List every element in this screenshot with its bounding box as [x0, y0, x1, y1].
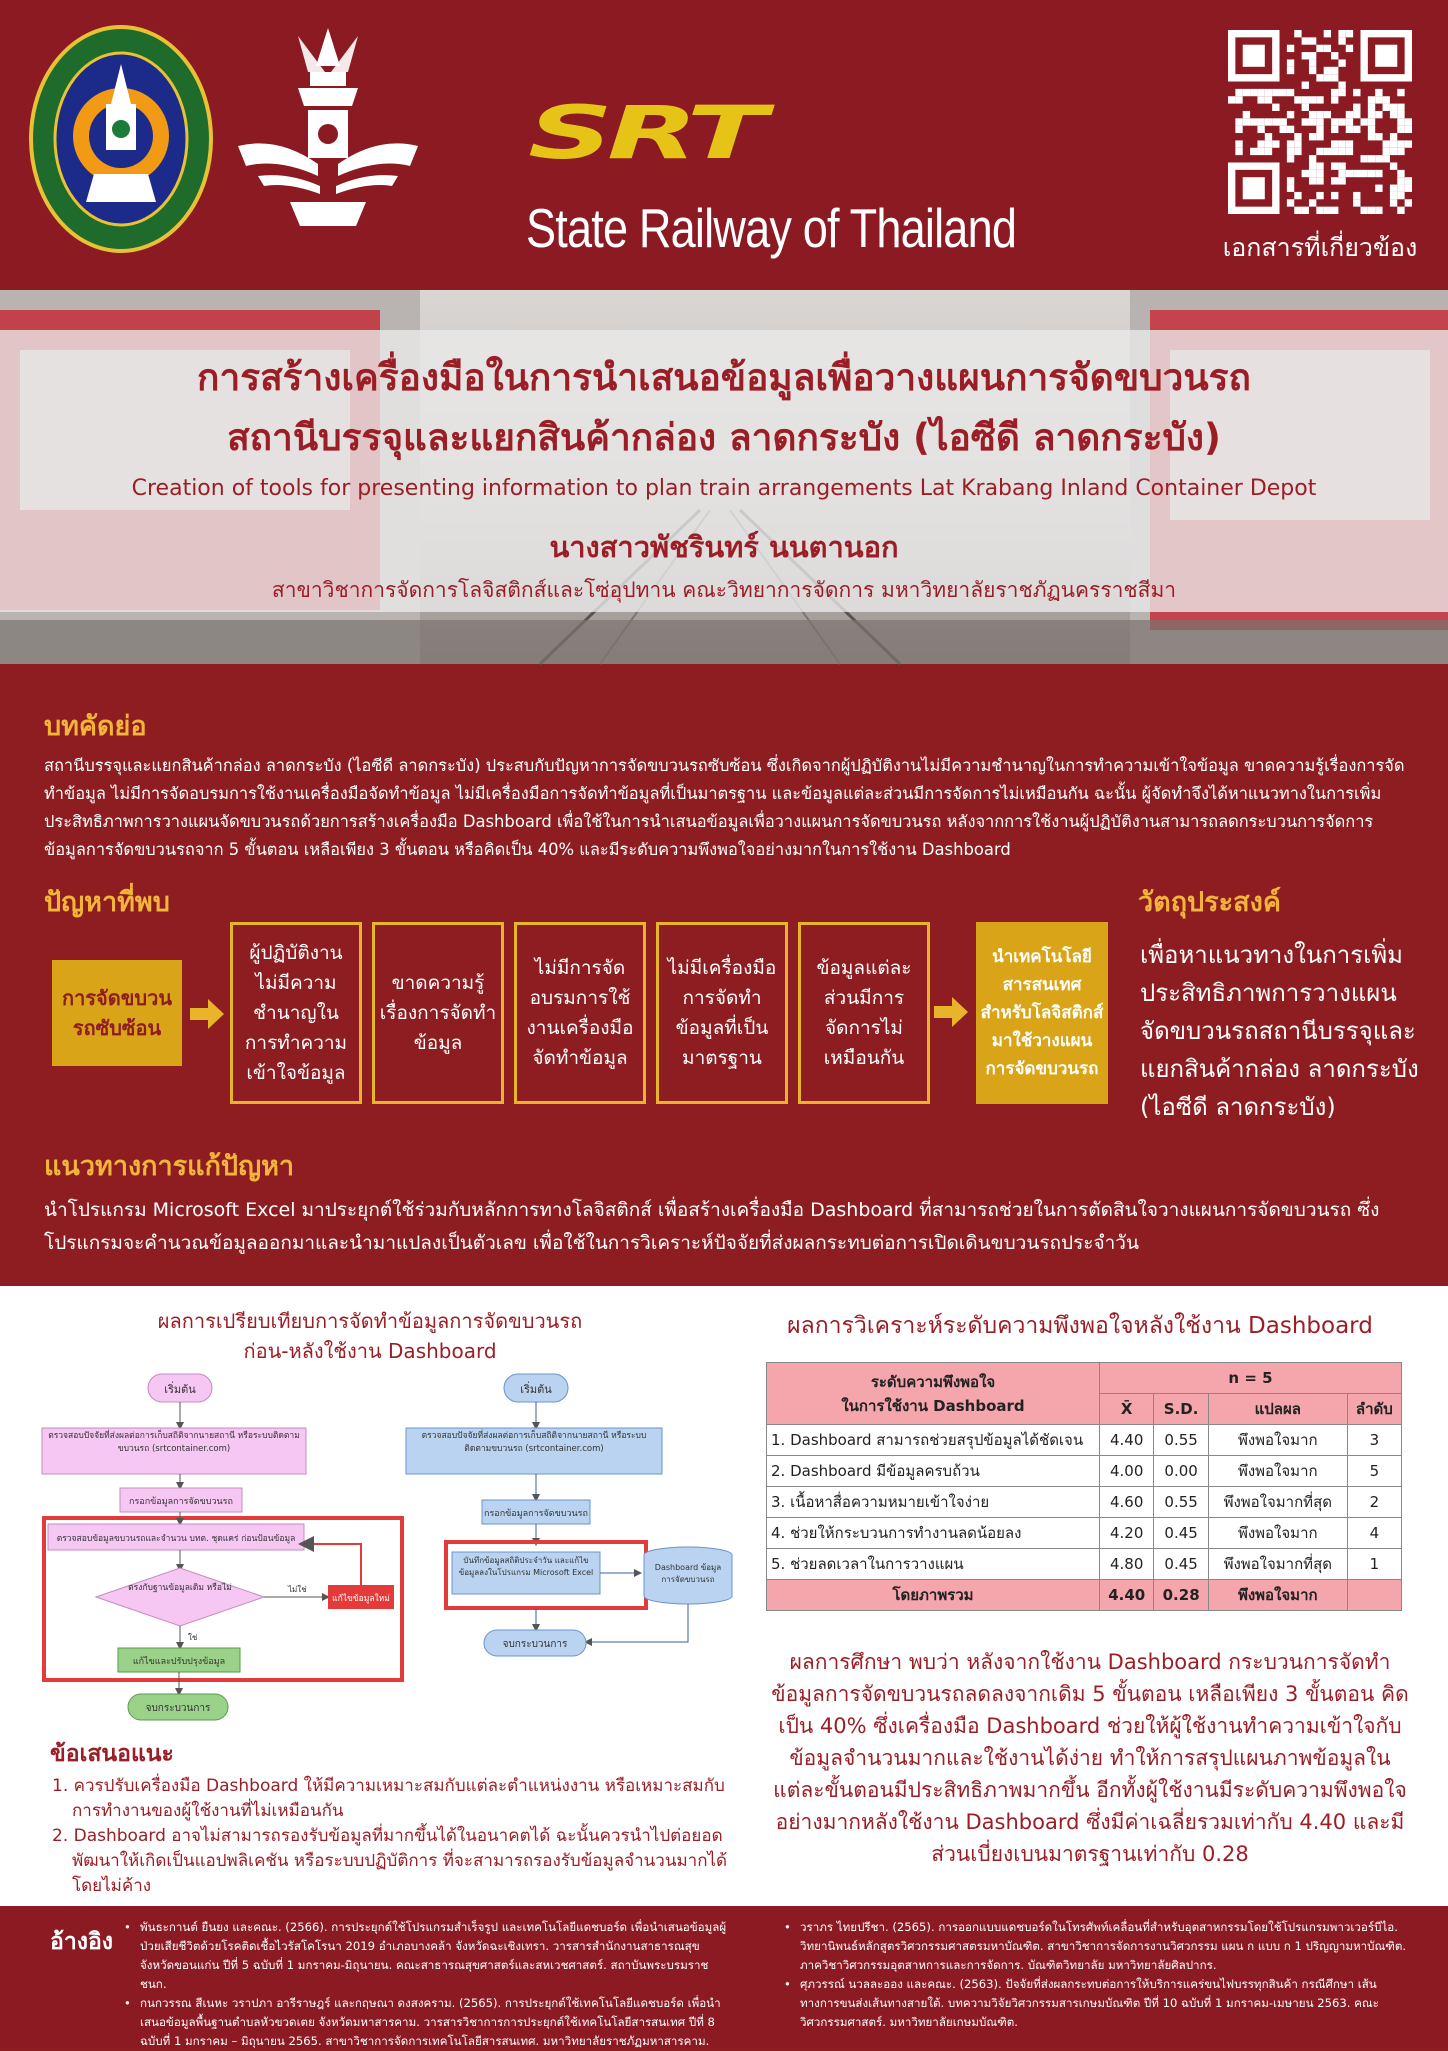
satisfaction-table — [766, 1362, 1402, 1611]
before-end-label: จบกระบวนการ — [145, 1703, 211, 1714]
problem-start-box: การจัดขบวนรถซับซ้อน — [52, 960, 182, 1066]
total-interp: พึงพอใจมาก — [1208, 1580, 1347, 1611]
total-sd: 0.28 — [1154, 1580, 1208, 1611]
table-header-n: n = 5 — [1100, 1363, 1402, 1394]
row-mean: 4.40 — [1100, 1425, 1154, 1456]
before-yes-label: ใช่ — [188, 1633, 198, 1642]
row-interp: พึงพอใจมาก — [1208, 1456, 1347, 1487]
list-item: 2. Dashboard อาจไม่สามารถรองรับข้อมูลที่มากขึ้นได้ในอนาคตได้ ฉะนั้นควรนำไปต่อยอดพัฒนาให้เกิดเป็นแอปพลิเคชัน หรือระบบปฏิบัติการ ที่จะสามารถรองรับข้อมูลจำนวนมากได้โดยไม่ค้าง — [52, 1826, 728, 1896]
total-item: โดยภาพรวม — [767, 1580, 1100, 1611]
after-step3: บันทึกข้อมูลสถิติประจำวัน และแก้ไขข้อมูลลงในโปรแกรม Microsoft Excel — [458, 1556, 594, 1577]
satisfaction-title: ผลการวิเคราะห์ระดับความพึงพอใจหลังใช้งาน Dashboard — [787, 1313, 1373, 1339]
title-thai-line1: การสร้างเครื่องมือในการนำเสนอข้อมูลเพื่อวางแผนการจัดขบวนรถ — [197, 356, 1251, 399]
abstract-heading: บทคัดย่อ — [44, 711, 147, 742]
title-english: Creation of tools for presenting information to plan train arrangements Lat Krabang Inland Container Depot — [131, 476, 1317, 501]
comparison-title-line2: ก่อน-หลังใช้งาน Dashboard — [243, 1339, 497, 1363]
university-seal-logo — [28, 24, 214, 254]
problem-item-4: ไม่มีเครื่องมือการจัดทำข้อมูลที่เป็นมาตรฐาน — [656, 922, 788, 1104]
table-header-mean: X̄ — [1100, 1394, 1154, 1425]
before-fix-box: แก้ไขข้อมูลใหม่ — [332, 1594, 390, 1604]
row-interp: พึงพอใจมาก — [1208, 1425, 1347, 1456]
author-department: สาขาวิชาการจัดการโลจิสติกส์และโซ่อุปทาน คณะวิทยาการจัดการ มหาวิทยาลัยราชภัฏนครราชสีมา — [271, 578, 1177, 602]
row-rank: 5 — [1347, 1456, 1401, 1487]
row-mean: 4.80 — [1100, 1549, 1154, 1580]
table-row — [767, 1425, 1402, 1456]
solution-text: นำโปรแกรม Microsoft Excel มาประยุกต์ใช้ร่วมกับหลักการทางโลจิสติกส์ เพื่อสร้างเครื่องมือ Dashboard ที่สามารถช่วยในการตัดสินใจวางแผนการจัดขบวนรถ ซึ่งโปรแกรมจะคำนวณข้อมูลออกมาและนำมาแปลงเป็นตัวเลข เพื่อใช้ในการวิเคราะห์ปัจจัยที่ส่งผลกระทบต่อการเปิดเดินขบวนรถประจำวัน — [44, 1199, 1380, 1254]
table-total-row — [767, 1580, 1402, 1611]
arrow-right-icon — [934, 994, 970, 1030]
table-header-rank: ลำดับ — [1347, 1394, 1401, 1425]
row-rank: 3 — [1347, 1425, 1401, 1456]
row-mean: 4.00 — [1100, 1456, 1154, 1487]
row-item: 3. เนื้อหาสื่อความหมายเข้าใจง่าย — [767, 1487, 1100, 1518]
recommendations-list — [50, 1774, 750, 1899]
row-item: 1. Dashboard สามารถช่วยสรุปข้อมูลได้ชัดเจน — [767, 1425, 1100, 1456]
row-item: 4. ช่วยให้กระบวนการทำงานลดน้อยลง — [767, 1518, 1100, 1549]
row-mean: 4.60 — [1100, 1487, 1154, 1518]
row-mean: 4.20 — [1100, 1518, 1154, 1549]
row-sd: 0.00 — [1154, 1456, 1208, 1487]
arrow-right-icon — [190, 996, 226, 1032]
total-rank-empty — [1347, 1580, 1401, 1611]
srt-subtitle: State Railway of Thailand — [526, 197, 1017, 259]
recommendations-heading: ข้อเสนอแนะ — [50, 1741, 174, 1767]
list-item: • ศุภวรรณ์ นวลละออง และคณะ. (2563). ปัจจัยที่ส่งผลกระทบต่อการให้บริการแคร่ขนไฟบรรทุกสินค้า กรณีศึกษา เส้นทางการขนส่งเส้นทางสายใต้. บทความวิจัยวิศวกรรมสารเกษมบัณฑิต ปีที่ 10 ฉบับที่ 1 มกราคม-เมษายน 2563. คณะวิศวกรรมศาสตร์. มหาวิทยาลัยเกษมบัณฑิต. — [784, 1975, 1414, 2032]
table-header-interp: แปลผล — [1208, 1394, 1347, 1425]
problem-item-3: ไม่มีการจัดอบรมการใช้งานเครื่องมือจัดทำข้อมูล — [514, 922, 646, 1104]
before-after-flowchart — [38, 1372, 722, 1722]
problems-heading: ปัญหาที่พบ — [44, 887, 170, 918]
row-sd: 0.55 — [1154, 1425, 1208, 1456]
objective-heading: วัตถุประสงค์ — [1138, 887, 1281, 918]
problem-result-box: นำเทคโนโลยีสารสนเทศสำหรับโลจิสติกส์มาใช้วางแผนการจัดขบวนรถ — [976, 922, 1108, 1104]
total-mean: 4.40 — [1100, 1580, 1154, 1611]
author-name: นางสาวพัชรินทร์ นนตานอก — [549, 530, 899, 564]
table-header-item-line2: ในการใช้งาน Dashboard — [841, 1396, 1025, 1415]
qr-code-label: เอกสารที่เกี่ยวข้อง — [1222, 233, 1418, 262]
before-step1: ตรวจสอบปัจจัยที่ส่งผลต่อการเก็บสถิติจากนายสถานี หรือระบบติดตามขบวนรถ (srtcontainer.com) — [48, 1431, 300, 1454]
abstract-text: สถานีบรรจุและแยกสินค้ากล่อง ลาดกระบัง (ไอซีดี ลาดกระบัง) ประสบกับปัญหาการจัดขบวนรถซับซ้อน ซึ่งเกิดจากผู้ปฏิบัติงานไม่มีความชำนาญในการทำความเข้าใจข้อมูล ขาดความรู้เรื่องการจัดทำข้อมูล ไม่มีการจัดอบรมการใช้งานเครื่องมือจัดทำข้อมูล ไม่มีเครื่องมือการจัดทำข้อมูลที่เป็นมาตรฐาน และข้อมูลแต่ละส่วนมีการจัดการไม่เหมือนกัน ฉะนั้น ผู้จัดทำจึงได้หาแนวทางในการเพิ่มประสิทธิภาพการวางแผนจัดขบวนรถด้วยการสร้างเครื่องมือ Dashboard เพื่อใช้ในการนำเสนอข้อมูลเพื่อวางแผนการจัดขบวนรถ หลังจากการใช้งานผู้ปฏิบัติงานสามารถลดกระบวนการจัดการข้อมูลการจัดขบวนรถจาก 5 ขั้นตอน เหลือเพียง 3 ขั้นตอน หรือคิดเป็น 40% และมีระดับความพึงพอใจอย่างมากในการใช้งาน Dashboard — [44, 756, 1405, 859]
objective-text: เพื่อหาแนวทางในการเพิ่มประสิทธิภาพการวางแผนจัดขบวนรถสถานีบรรจุและแยกสินค้ากล่อง ลาดกระบัง (ไอซีดี ลาดกระบัง) — [1140, 941, 1419, 1121]
row-sd: 0.55 — [1154, 1487, 1208, 1518]
table-row — [767, 1518, 1402, 1549]
before-step3: ตรวจสอบข้อมูลขบวนรถและจำนวน บทต. ชุดแคร่ ก่อนป้อนข้อมูล — [56, 1534, 296, 1544]
srt-logo-text: SRT — [528, 89, 762, 176]
after-end-label: จบกระบวนการ — [502, 1639, 568, 1650]
before-step2: กรอกข้อมูลการจัดขบวนรถ — [129, 1497, 233, 1507]
before-decision: ตรงกับฐานข้อมูลเดิม หรือไม่ — [128, 1583, 232, 1593]
title-thai-line2: สถานีบรรจุและแยกสินค้ากล่อง ลาดกระบัง (ไอซีดี ลาดกระบัง) — [227, 416, 1221, 459]
qr-code-icon[interactable] — [1228, 30, 1412, 214]
row-interp: พึงพอใจมากที่สุด — [1208, 1487, 1347, 1518]
comparison-title — [90, 1306, 650, 1366]
problem-item-2: ขาดความรู้เรื่องการจัดทำข้อมูล — [372, 922, 504, 1104]
results-summary: ผลการศึกษา พบว่า หลังจากใช้งาน Dashboard กระบวนการจัดทำข้อมูลการจัดขบวนรถลดลงจากเดิม 5 ขั้นตอน เหลือเพียง 3 ขั้นตอน คิดเป็น 40% ซึ่งเครื่องมือ Dashboard ช่วยให้ผู้ใช้งานทำความเข้าใจกับข้อมูลจำนวนมากและใช้งานได้ง่าย ทำให้การสรุปแผนภาพข้อมูลในแต่ละขั้นตอนมีประสิทธิภาพมากขึ้น อีกทั้งผู้ใช้งานมีระดับความพึงพอใจอย่างมากหลังใช้งาน Dashboard ซึ่งมีค่าเฉลี่ยรวมเท่ากับ 4.40 และมีส่วนเบี่ยงเบนมาตรฐานเท่ากับ 0.28 — [771, 1650, 1409, 1866]
before-no-label: ไม่ใช่ — [288, 1585, 307, 1594]
list-item: • พันธะกานต์ ยืนยง และคณะ. (2566). การประยุกต์ใช้โปรแกรมสำเร็จรูป และเทคโนโลยีแดชบอร์ด เพื่อนำเสนอข้อมูลผู้ป่วยเสียชีวิตด้วยโรคติดเชื้อไวรัสโคโรนา 2019 อำเภอบางคล้า จังหวัดฉะเชิงเทรา. วารสารสำนักงานสาธารณสุขจังหวัดขอนแก่น ปีที่ 5 ฉบับที่ 1 มกราคม-มิถุนายน. คณะสาธารณสุขศาสตร์และสหเวชศาสตร์. สถาบันพระบรมราชชนก. — [124, 1918, 730, 1994]
srt-emblem-logo — [228, 26, 428, 236]
comparison-title-line1: ผลการเปรียบเทียบการจัดทำข้อมูลการจัดขบวนรถ — [157, 1309, 583, 1333]
list-item: • กนกวรรณ สีเนหะ วราปภา อารีราษฎร์ และกฤษณา ดงสงคราม. (2565). การประยุกต์ใช้เทคโนโลยีแดชบอร์ด เพื่อนำเสนอข้อมูลพื้นฐานตำบลหัวขวดเตย จังหวัดมหาสารคาม. วารสารวิชาการการประยุกต์ใช้เทคโนโลยีสารสนเทศ ปีที่ 8 ฉบับที่ 1 มกราคม – มิถุนายน 2565. สาขาวิชาการจัดการเทคโนโลยีสารสนเทศ. มหาวิทยาลัยราชภัฏมหาสารคาม. — [124, 1994, 730, 2051]
table-row — [767, 1549, 1402, 1580]
row-sd: 0.45 — [1154, 1549, 1208, 1580]
row-item: 2. Dashboard มีข้อมูลครบถ้วน — [767, 1456, 1100, 1487]
row-item: 5. ช่วยลดเวลาในการวางแผน — [767, 1549, 1100, 1580]
after-step1: ตรวจสอบปัจจัยที่ส่งผลต่อการเก็บสถิติจากนายสถานี หรือระบบติดตามขบวนรถ (srtcontainer.com) — [421, 1431, 647, 1454]
list-item: 1. ควรปรับเครื่องมือ Dashboard ให้มีความเหมาะสมกับแต่ละตำแหน่งงาน หรือเหมาะสมกับการทำงานของผู้ใช้งานที่ไม่เหมือนกัน — [52, 1776, 725, 1821]
table-header-item — [767, 1363, 1100, 1425]
table-row — [767, 1456, 1402, 1487]
row-rank: 1 — [1347, 1549, 1401, 1580]
row-interp: พึงพอใจมาก — [1208, 1518, 1347, 1549]
references-list-left — [124, 1918, 730, 2051]
row-interp: พึงพอใจมากที่สุด — [1208, 1549, 1347, 1580]
before-step4: แก้ไขและปรับปรุงข้อมูล — [132, 1657, 226, 1667]
after-step2: กรอกข้อมูลการจัดขบวนรถ — [484, 1509, 588, 1519]
problem-item-1: ผู้ปฏิบัติงานไม่มีความชำนาญในการทำความเข้าใจข้อมูล — [230, 922, 362, 1104]
table-header-sd: S.D. — [1154, 1394, 1208, 1425]
problem-item-5: ข้อมูลแต่ละส่วนมีการจัดการไม่เหมือนกัน — [798, 922, 930, 1104]
row-rank: 2 — [1347, 1487, 1401, 1518]
row-rank: 4 — [1347, 1518, 1401, 1549]
row-sd: 0.45 — [1154, 1518, 1208, 1549]
references-heading: อ้างอิง — [50, 1929, 114, 1955]
table-header-item-line1: ระดับความพึงพอใจ — [870, 1372, 996, 1391]
solution-heading: แนวทางการแก้ปัญหา — [44, 1151, 295, 1182]
after-start-label: เริ่มต้น — [520, 1383, 552, 1396]
before-start-label: เริ่มต้น — [164, 1383, 196, 1396]
references-list-right — [784, 1918, 1414, 2032]
after-dashboard-db: Dashboard ข้อมูลการจัดขบวนรถ — [654, 1563, 722, 1584]
table-row — [767, 1487, 1402, 1518]
list-item: • วราภร ไทยปรีชา. (2565). การออกแบบแดชบอร์ดในโทรศัพท์เคลื่อนที่สำหรับอุตสาหกรรมโดยใช้โปรแกรมพาวเวอร์บีไอ. วิทยานิพนธ์หลักสูตรวิศวกรรมศาสตรมหาบัณฑิต. สาขาวิชาการจัดการงานวิศวกรรม แผน ก แบบ ก 1 ปริญญามหาบัณฑิต. ภาควิชาวิศวกรรมอุตสาหการและการจัดการ. บัณฑิตวิทยาลัย มหาวิทยาลัยศิลปากร. — [784, 1918, 1414, 1975]
